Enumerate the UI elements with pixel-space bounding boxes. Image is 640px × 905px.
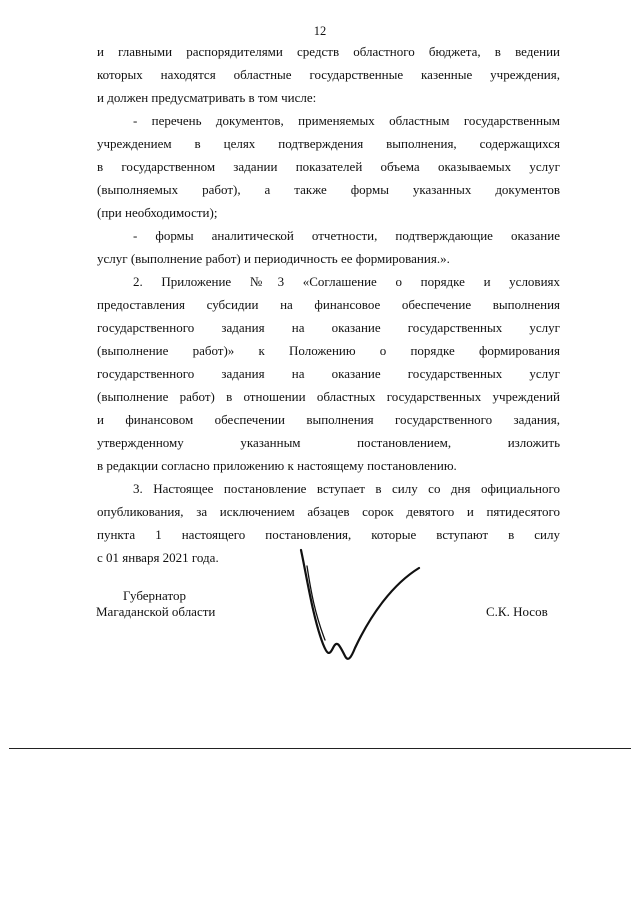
text-line: 2. Приложение №3 «Соглашение о порядке и условиях bbox=[133, 274, 560, 289]
text-line: - перечень документов, применяемых областным государственным bbox=[133, 113, 560, 128]
text-line: услуг (выполнение работ) и периодичность ее формирования.». bbox=[97, 251, 450, 266]
text-line: в редакции согласно приложению к настоящему постановлению. bbox=[97, 458, 457, 473]
text-line: 3. Настоящее постановление вступает в силу со дня официального bbox=[133, 481, 560, 496]
text-line: с 01 января 2021 года. bbox=[97, 550, 219, 565]
text-line: - формы аналитической отчетности, подтверждающие оказание bbox=[133, 228, 560, 243]
text-line: (при необходимости); bbox=[97, 205, 218, 220]
page-number: 12 bbox=[313, 24, 327, 38]
text-line: которых находятся областные государственные казенные учреждения, bbox=[97, 67, 560, 82]
text-line: государственного задания на оказание государственных услуг bbox=[97, 320, 560, 335]
text-line: (выполнение работ)» к Положению о порядке формирования bbox=[97, 343, 560, 358]
text-line: (выполняемых работ), а также формы указанных документов bbox=[97, 182, 560, 197]
signatory-position: Губернатор bbox=[123, 588, 186, 603]
text-line: утвержденному указанным постановлением, изложить bbox=[97, 435, 560, 450]
text-line: учреждением в целях подтверждения выполнения, содержащихся bbox=[97, 136, 560, 151]
text-line: опубликования, за исключением абзацев сорок девятого и пятидесятого bbox=[97, 504, 560, 519]
text-line: предоставления субсидии на финансовое обеспечение выполнения bbox=[97, 297, 560, 312]
handwritten-signature bbox=[293, 548, 423, 666]
bottom-divider bbox=[9, 748, 631, 749]
text-line: в государственном задании показателей объема оказываемых услуг bbox=[97, 159, 560, 174]
text-line: и главными распорядителями средств областного бюджета, в ведении bbox=[97, 44, 560, 59]
text-line: и финансовом обеспечении выполнения государственного задания, bbox=[97, 412, 560, 427]
text-line: (выполнение работ) в отношении областных государственных учреждений bbox=[97, 389, 560, 404]
text-line: пункта 1 настоящего постановления, которые вступают в силу bbox=[97, 527, 560, 542]
signatory-name: С.К. Носов bbox=[486, 604, 548, 619]
text-line: государственного задания на оказание государственных услуг bbox=[97, 366, 560, 381]
text-line: и должен предусматривать в том числе: bbox=[97, 90, 317, 105]
signatory-region: Магаданской области bbox=[96, 604, 216, 619]
